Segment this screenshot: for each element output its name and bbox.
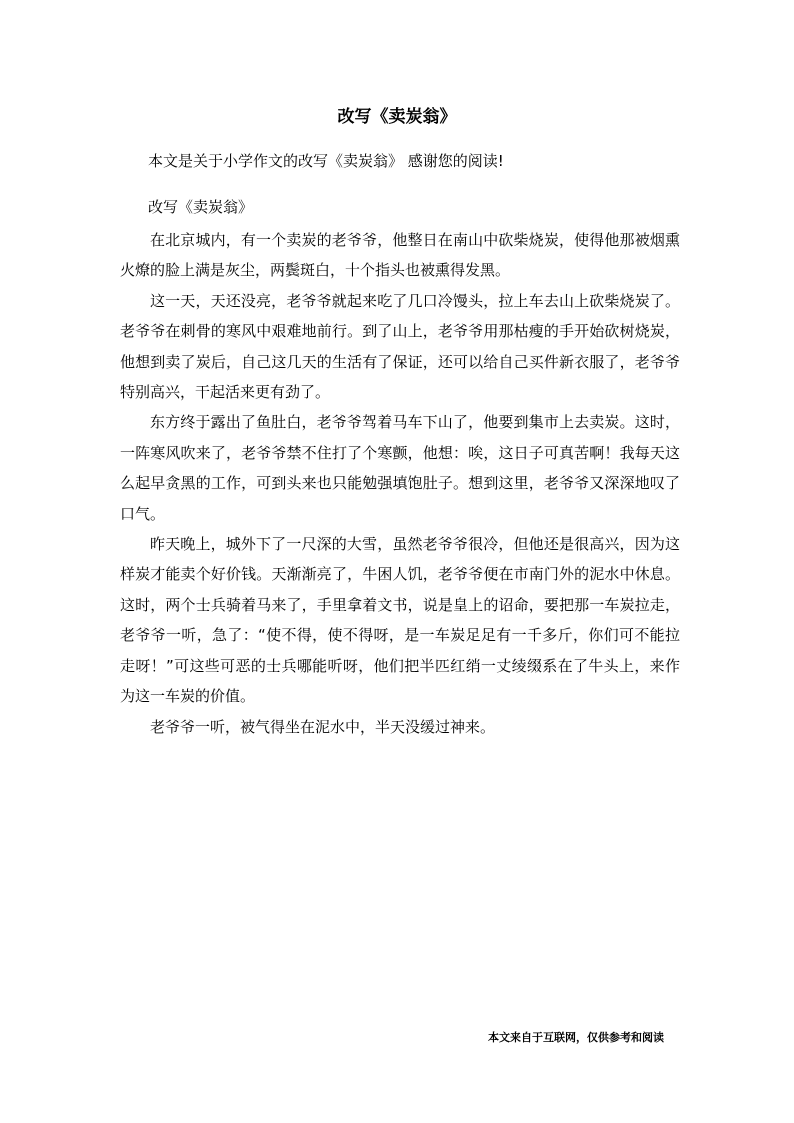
intro-line: 本文是关于小学作文的改写《卖炭翁》 感谢您的阅读! — [148, 152, 504, 170]
paragraph: 在北京城内，有一个卖炭的老爷爷，他整日在南山中砍柴烧炭，使得他那被烟熏火燎的脸上满是灰尘，两鬓斑白，十个指头也被熏得发黑。 — [120, 231, 680, 280]
paragraph: 老爷爷一听，被气得坐在泥水中，半天没缓过神来。 — [150, 717, 496, 736]
document-title: 改写《卖炭翁》 — [337, 107, 457, 127]
paragraph: 东方终于露出了鱼肚白，老爷爷驾着马车下山了，他要到集市上去卖炭。这时，一阵寒风吹来了，老爷爷禁不住打了个寒颤，他想：唉，这日子可真苦啊！我每天这么起早贪黑的工作，可到头来也只能勉强填饱肚子。想到这里，老爷爷又深深地叹了口气。 — [120, 413, 680, 523]
footer-note: 本文来自于互联网，仅供参考和阅读 — [488, 1031, 664, 1044]
paragraph: 昨天晚上，城外下了一尺深的大雪，虽然老爷爷很冷，但他还是很高兴，因为这样炭才能卖个好价钱。天渐渐亮了，牛困人饥，老爷爷便在市南门外的泥水中休息。这时，两个士兵骑着马来了，手里拿着文书，说是皇上的诏命，要把那一车炭拉走，老爷爷一听，急了：“使不得，使不得呀，是一车炭足足有一千多斤，你们可不能拉走呀！”可这些可恶的士兵哪能听呀，他们把半匹红绡一丈绫缀系在了牛头上，来作为这一车炭的价值。 — [120, 535, 680, 706]
essay-subtitle: 改写《卖炭翁》 — [148, 198, 254, 216]
paragraph: 这一天，天还没亮，老爷爷就起来吃了几口冷馒头，拉上车去山上砍柴烧炭了。老爷爷在刺骨的寒风中艰难地前行。到了山上，老爷爷用那枯瘦的手开始砍树烧炭，他想到卖了炭后，自己这几天的生活有了保证，还可以给自己买件新衣服了，老爷爷特别高兴，干起活来更有劲了。 — [120, 291, 680, 402]
essay-body — [120, 225, 680, 742]
